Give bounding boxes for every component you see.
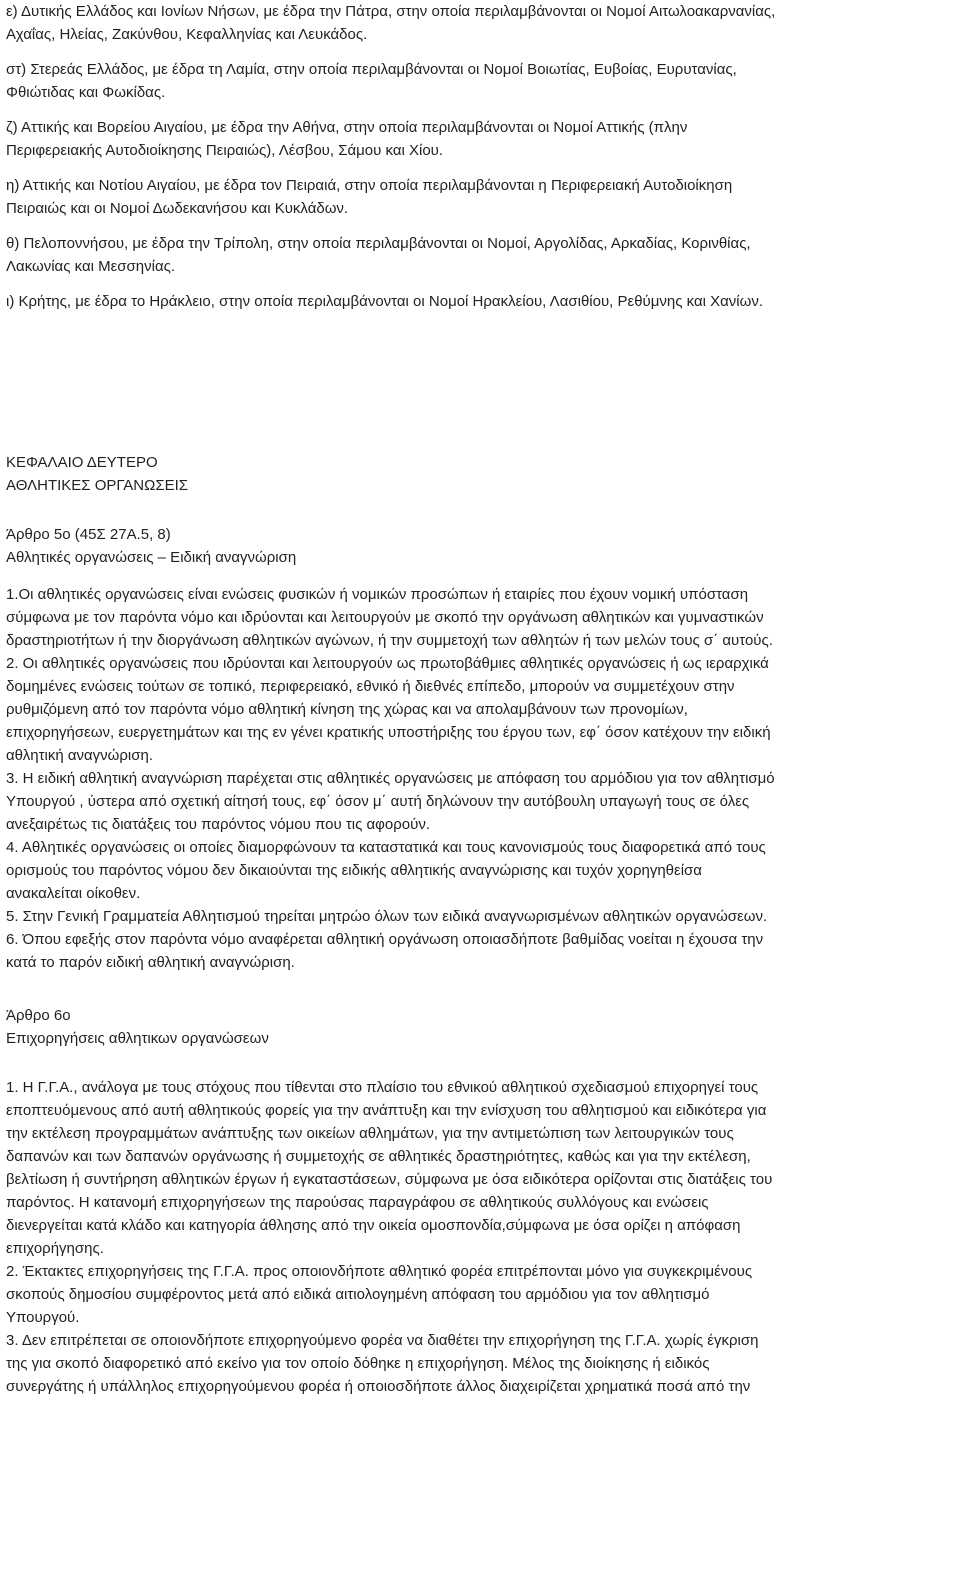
- text-line: Φθιώτιδας και Φωκίδας.: [6, 84, 166, 101]
- article-body: [6, 583, 954, 974]
- text-line: την εκτέλεση προγραμμάτων ανάπτυξης των οικείων αθλημάτων, για την αντιμετώπιση των λειτουργικών τους: [6, 1125, 734, 1142]
- text-line: κατά το παρόν ειδική αθλητική αναγνώριση.: [6, 954, 295, 971]
- text-line: ρυθμιζόμενη από τον παρόντα νόμο αθλητική κίνηση της χώρας και να απολαμβάνουν των προνομίων,: [6, 701, 688, 718]
- chapter-heading: [6, 451, 954, 497]
- text-line: δραστηριοτήτων ή την διοργάνωση αθλητικών αγώνων, ή την συμμετοχή των αθλητών ή των μελών τους σ΄ αυτούς.: [6, 632, 773, 649]
- text-line: στ) Στερεάς Ελλάδος, με έδρα τη Λαμία, στην οποία περιλαμβάνονται οι Νομοί Βοιωτίας, Ευβοίας, Ευρυτανίας,: [6, 61, 737, 78]
- article-heading: Άρθρο 5ο (45Σ 27Α.5, 8): [6, 526, 171, 543]
- text-line: εποπτευόμενους από αυτή αθλητικούς φορείς για την ανάπτυξη και την ενίσχυση του αθλητισμού και ειδικότερα για: [6, 1102, 767, 1119]
- text-line: ανεξαιρέτως τις διατάξεις του παρόντος νόμου που τις αφορούν.: [6, 816, 430, 833]
- text-line: Πειραιώς και οι Νομοί Δωδεκανήσου και Κυκλάδων.: [6, 200, 349, 217]
- chapter-number: ΚΕΦΑΛΑΙΟ ΔΕΥΤΕΡΟ: [6, 454, 158, 471]
- text-line: θ) Πελοποννήσου, με έδρα την Τρίπολη, στην οποία περιλαμβάνονται οι Νομοί, Αργολίδας, Αρκαδίας, Κορινθίας,: [6, 235, 751, 252]
- text-line: η) Αττικής και Νοτίου Αιγαίου, με έδρα τον Πειραιά, στην οποία περιλαμβάνονται η Περιφερειακή Αυτοδιοίκηση: [6, 177, 733, 194]
- text-line: 2. Οι αθλητικές οργανώσεις που ιδρύονται και λειτουργούν ως πρωτοβάθμιες αθλητικές οργανώσεις ή ως ιεραρχικά: [6, 655, 769, 672]
- text-line: 1. Η Γ.Γ.Α., ανάλογα με τους στόχους που τίθενται στο πλαίσιο του εθνικού αθλητικού σχεδιασμού επιχορηγεί τους: [6, 1079, 759, 1096]
- region-paragraph: [6, 232, 954, 278]
- text-line: ανακαλείται οίκοθεν.: [6, 885, 141, 902]
- regions-list: [6, 0, 954, 313]
- text-line: βελτίωση ή συντήρηση αθλητικών έργων ή εγκαταστάσεων, σύμφωνα με όσα ειδικότερα ορίζονται στις διατάξεις του: [6, 1171, 773, 1188]
- text-line: Αχαΐας, Ηλείας, Ζακύνθου, Κεφαλληνίας και Λευκάδος.: [6, 26, 368, 43]
- text-line: συνεργάτης ή υπάλληλος επιχορηγούμενου φορέα ή οποιοσδήποτε άλλος διαχειρίζεται χρηματικά ποσά από την: [6, 1378, 751, 1395]
- article-subtitle: Επιχορηγήσεις αθλητικων οργανώσεων: [6, 1030, 269, 1047]
- article-heading: Άρθρο 6ο: [6, 1007, 71, 1024]
- article-subtitle: Αθλητικές οργανώσεις – Ειδική αναγνώριση: [6, 549, 297, 566]
- region-paragraph: [6, 116, 954, 162]
- text-line: επιχορήγησης.: [6, 1240, 104, 1257]
- chapter-title: ΑΘΛΗΤΙΚΕΣ ΟΡΓΑΝΩΣΕΙΣ: [6, 477, 189, 494]
- text-line: 3. Η ειδική αθλητική αναγνώριση παρέχεται στις αθλητικές οργανώσεις με απόφαση του αρμόδιου για τον αθλητισμό: [6, 770, 775, 787]
- text-line: παρόντος. Η κατανομή επιχορηγήσεων της παρούσας παραγράφου σε αθλητικούς συλλόγους και ενώσεις: [6, 1194, 709, 1211]
- text-line: Υπουργού , ύστερα από σχετική αίτησή τους, εφ΄ όσον μ΄ αυτή δηλώνουν την αυτόβουλη υπαγωγή τους σε όλες: [6, 793, 750, 810]
- text-line: ζ) Αττικής και Βορείου Αιγαίου, με έδρα την Αθήνα, στην οποία περιλαμβάνονται οι Νομοί Αττικής (πλην: [6, 119, 688, 136]
- region-paragraph: [6, 58, 954, 104]
- text-line: 2. Έκτακτες επιχορηγήσεις της Γ.Γ.Α. προς οποιονδήποτε αθλητικό φορέα επιτρέπονται μόνο για συγκεκριμένους: [6, 1263, 753, 1280]
- text-line: 5. Στην Γενική Γραμματεία Αθλητισμού τηρείται μητρώο όλων των ειδικά αναγνωρισμένων αθλητικών οργανώσεων.: [6, 908, 768, 925]
- text-line: ι) Κρήτης, με έδρα το Ηράκλειο, στην οποία περιλαμβάνονται οι Νομοί Ηρακλείου, Λασιθίου, Ρεθύμνης και Χανίων.: [6, 293, 764, 310]
- text-line: ε) Δυτικής Ελλάδος και Ιονίων Νήσων, με έδρα την Πάτρα, στην οποία περιλαμβάνονται οι Νομοί Αιτωλοακαρνανίας,: [6, 3, 776, 20]
- text-line: της για σκοπό διαφορετικό από εκείνο για τον οποίο δόθηκε η επιχορήγηση. Μέλος της διοίκησης ή ειδικός: [6, 1355, 710, 1372]
- text-line: 6. Όπου εφεξής στον παρόντα νόμο αναφέρεται αθλητική οργάνωση οποιασδήποτε βαθμίδας νοείται η έχουσα την: [6, 931, 764, 948]
- text-line: δαπανών και των δαπανών οργάνωσης ή συμμετοχής σε αθλητικές δραστηριότητες, καθώς και για την εκτέλεση,: [6, 1148, 751, 1165]
- text-line: διενεργείται κατά κλάδο και κατηγορία άθλησης από την οικεία ομοσπονδία,σύμφωνα με όσα ορίζει η απόφαση: [6, 1217, 741, 1234]
- text-line: ορισμούς του παρόντος νόμου δεν δικαιούνται της ειδικής αθλητικής αναγνώρισης και τυχόν χορηγηθείσα: [6, 862, 702, 879]
- article-5: [6, 523, 954, 974]
- text-line: σύμφωνα με τον παρόντα νόμο και ιδρύονται και λειτουργούν με σκοπό την οργάνωση αθλητικών και γυμναστικών: [6, 609, 764, 626]
- text-line: δομημένες ενώσεις τούτων σε τοπικό, περιφερειακό, εθνικό ή διεθνές επίπεδο, μπορούν να συμμετέχουν στην: [6, 678, 735, 695]
- text-line: 4. Αθλητικές οργανώσεις οι οποίες διαμορφώνουν τα καταστατικά και τους κανονισμούς τους διαφορετικά από τους: [6, 839, 766, 856]
- text-line: Λακωνίας και Μεσσηνίας.: [6, 258, 176, 275]
- text-line: αθλητική αναγνώριση.: [6, 747, 154, 764]
- text-line: 3. Δεν επιτρέπεται σε οποιονδήποτε επιχορηγούμενο φορέα να διαθέτει την επιχορήγηση της Γ.Γ.Α. χωρίς έγκριση: [6, 1332, 759, 1349]
- text-line: σκοπούς δημοσίου συμφέροντος μετά από ειδικά αιτιολογημένη απόφαση του αρμόδιου για τον αθλητισμό: [6, 1286, 710, 1303]
- article-6: [6, 1004, 954, 1398]
- text-line: Περιφερειακής Αυτοδιοίκησης Πειραιώς), Λέσβου, Σάμου και Χίου.: [6, 142, 444, 159]
- text-line: 1.Οι αθλητικές οργανώσεις είναι ενώσεις φυσικών ή νομικών προσώπων ή εταιρίες που έχουν νομική υπόσταση: [6, 586, 749, 603]
- region-paragraph: [6, 0, 954, 46]
- text-line: Υπουργού.: [6, 1309, 80, 1326]
- region-paragraph: [6, 290, 954, 313]
- text-line: επιχορηγήσεων, ευεργετημάτων και της εν γένει κρατικής υποστήριξης του έργου των, εφ΄ όσον κατέχουν την ειδική: [6, 724, 771, 741]
- region-paragraph: [6, 174, 954, 220]
- article-body: [6, 1076, 954, 1398]
